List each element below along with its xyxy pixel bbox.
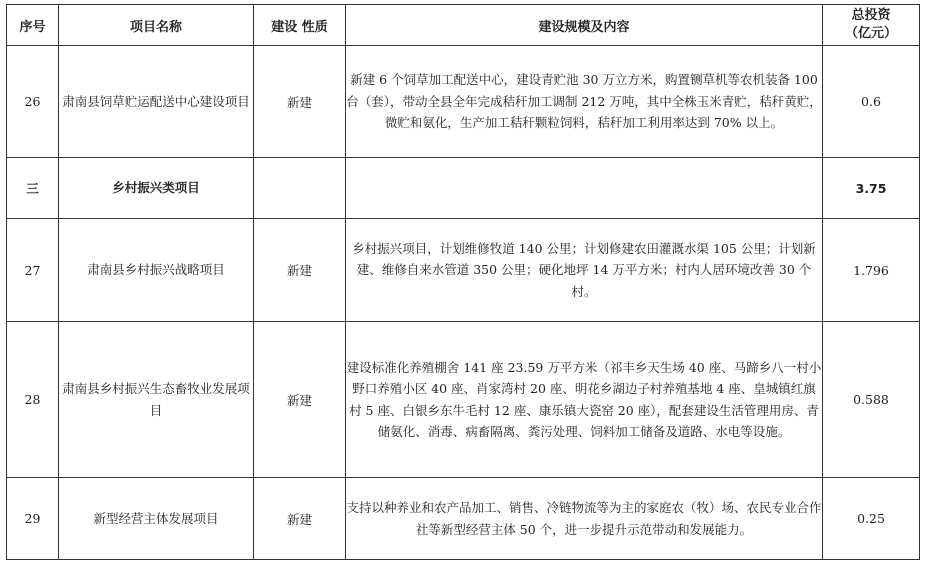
header-no: 序号 (7, 5, 59, 46)
table-row (7, 322, 920, 478)
row-nature: 新建 (254, 46, 346, 158)
row-no: 三 (7, 158, 59, 219)
header-name: 项目名称 (59, 5, 254, 46)
row-content: 建设标准化养殖棚舍 141 座 23.59 万平方米（祁丰乡天生场 40 座、马蹄乡八一村小野口养殖小区 40 座、肖家湾村 20 座、明花乡湖边子村养殖基地 4 座、皇城镇红旗村 5 座、白银乡东牛毛村 12 座、康乐镇大瓷窑 20 座），配套建设生活管理用房、青储氨化、消毒、病畜隔离、粪污处理、饲料加工储备及道路、水电等设施。 (346, 322, 823, 478)
row-invest: 0.6 (823, 46, 920, 158)
row-invest: 1.796 (823, 219, 920, 322)
row-name: 肃南县乡村振兴战略项目 (59, 219, 254, 322)
row-content: 乡村振兴项目，计划维修牧道 140 公里；计划修建农田灌溉水渠 105 公里；计划新建、维修自来水管道 350 公里；硬化地坪 14 万平方米；村内人居环境改善 30 个村。 (346, 219, 823, 322)
row-no: 27 (7, 219, 59, 322)
category-row (7, 158, 920, 219)
row-content (346, 158, 823, 219)
header-content: 建设规模及内容 (346, 5, 823, 46)
header-invest-line1: 总投资 (851, 8, 891, 23)
table-row (7, 219, 920, 322)
row-invest: 3.75 (823, 158, 920, 219)
row-nature (254, 158, 346, 219)
header-row (7, 5, 920, 46)
table-row (7, 46, 920, 158)
row-no: 29 (7, 478, 59, 560)
row-nature: 新建 (254, 219, 346, 322)
row-no: 28 (7, 322, 59, 478)
row-name: 乡村振兴类项目 (59, 158, 254, 219)
project-table (6, 4, 920, 560)
row-name: 肃南县饲草贮运配送中心建设项目 (59, 46, 254, 158)
header-invest-line2: （亿元） (844, 26, 897, 41)
row-no: 26 (7, 46, 59, 158)
row-invest: 0.25 (823, 478, 920, 560)
row-content: 新建 6 个饲草加工配送中心，建设青贮池 30 万立方米，购置铡草机等农机装备 100 台（套），带动全县全年完成秸秆加工调制 212 万吨，其中全株玉米青贮，秸秆黄贮，微贮和氨化，生产加工秸秆颗粒饲料，秸秆加工利用率达到 70% 以上。 (346, 46, 823, 158)
header-invest (823, 5, 920, 46)
row-content: 支持以种养业和农产品加工、销售、冷链物流等为主的家庭农（牧）场、农民专业合作社等新型经营主体 50 个，进一步提升示范带动和发展能力。 (346, 478, 823, 560)
row-invest: 0.588 (823, 322, 920, 478)
table-row (7, 478, 920, 560)
header-nature: 建设 性质 (254, 5, 346, 46)
row-nature: 新建 (254, 322, 346, 478)
row-nature: 新建 (254, 478, 346, 560)
row-name: 新型经营主体发展项目 (59, 478, 254, 560)
row-name: 肃南县乡村振兴生态畜牧业发展项目 (59, 322, 254, 478)
